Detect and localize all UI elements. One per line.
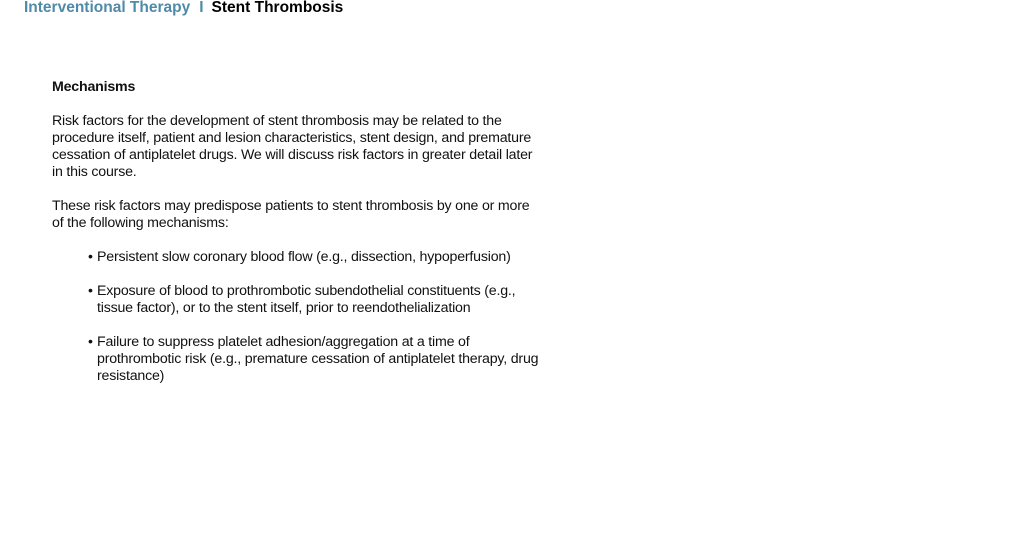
mechanism-list <box>52 249 542 385</box>
mechanisms-intro-paragraph: These risk factors may predispose patients to stent thrombosis by one or more of the following mechanisms: <box>52 198 530 231</box>
list-item-text: Exposure of blood to prothrombotic subendothelial constituents (e.g., tissue factor), or to the stent itself, prior to reendothelialization <box>97 283 516 316</box>
bullet-marker: • <box>88 283 93 299</box>
intro-paragraph: Risk factors for the development of stent thrombosis may be related to the procedure itself, patient and lesion characteristics, stent design, and premature cessation of antiplatelet drugs. We will discuss risk factors in greater detail later in this course. <box>52 113 533 180</box>
list-item-text: Failure to suppress platelet adhesion/aggregation at a time of prothrombotic risk (e.g., premature cessation of antiplatelet therapy, drug resistance) <box>97 334 539 384</box>
slide-content <box>52 79 542 402</box>
list-item <box>52 283 542 317</box>
list-item <box>52 249 542 266</box>
list-item <box>52 334 542 385</box>
list-item-text: Persistent slow coronary blood flow (e.g., dissection, hypoperfusion) <box>97 249 511 265</box>
header-separator: I <box>199 0 204 16</box>
bullet-marker: • <box>88 249 93 265</box>
section-title: Interventional Therapy <box>24 0 191 16</box>
topic-title: Stent Thrombosis <box>211 0 344 16</box>
content-heading: Mechanisms <box>52 79 136 95</box>
bullet-marker: • <box>88 334 93 350</box>
slide-header <box>24 0 343 18</box>
